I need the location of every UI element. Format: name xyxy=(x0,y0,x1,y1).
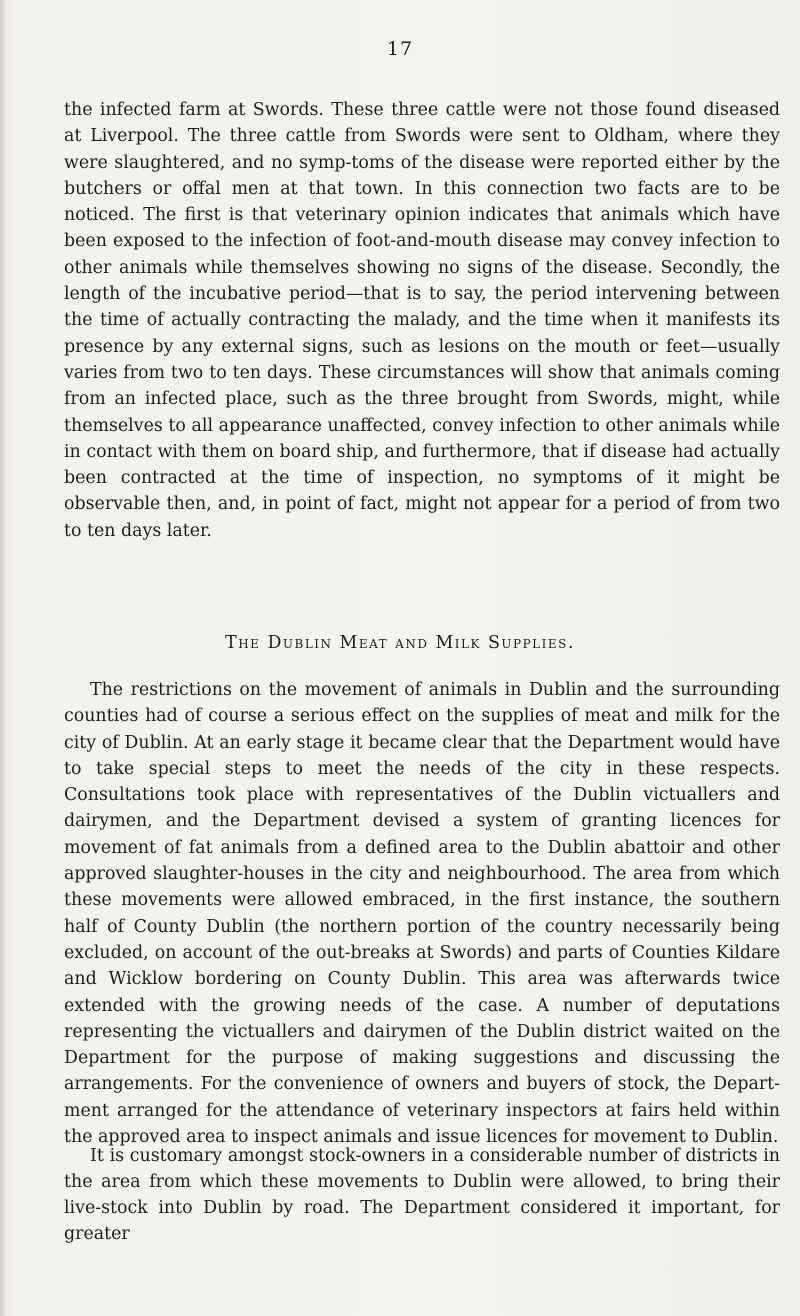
page-number: 17 xyxy=(386,38,414,60)
body-paragraph-2 xyxy=(64,677,780,1150)
paragraph-text: The restrictions on the movement of animals in Dublin and the surrounding counties had of course a serious effect on the supplies of meat and milk for the city of Dublin. At an early stage it became clear that the Department would have to take special steps to meet the needs of the city in these respects. Consultations took place with representatives of the Dublin victuallers and dairymen, and the Department devised a system of granting licences for movement of fat animals from a defined area to the Dublin abattoir and other approved slaughter-houses in the city and neighbourhood. The area from which these movements were allowed embraced, in the first instance, the southern half of County Dublin (the northern portion of the country necessarily being excluded, on account of the out-breaks at Swords) and parts of Counties Kildare and Wicklow bordering on County Dublin. This area was afterwards twice extended with the growing needs of the case. A number of deputations representing the victuallers and dairymen of the Dublin district waited on the Department for the purpose of making suggestions and discussing the arrangements. For the convenience of owners and buyers of stock, the Depart-ment arranged for the attendance of veterinary inspectors at fairs held within the approved area to inspect animals and issue licences for movement to Dublin. xyxy=(64,680,780,1148)
paragraph-text: It is customary amongst stock-owners in a considerable number of districts in the area from which these movements to Dublin were allowed, to bring their live-stock into Dublin by road. The Department considered it important, for greater xyxy=(64,1146,780,1244)
body-paragraph-3 xyxy=(64,1143,780,1247)
section-heading: The Dublin Meat and Milk Supplies. xyxy=(225,633,575,653)
page-binding-edge xyxy=(0,0,6,1316)
paragraph-text: the infected farm at Swords. These three cattle were not those found diseased at Liverpool. The three cattle from Swords were sent to Oldham, where they were slaughtered, and no symp-toms of the disease were reported either by the butchers or offal men at that town. In this connection two facts are to be noticed. The first is that veterinary opinion indicates that animals which have been exposed to the infection of foot-and-mouth disease may convey infection to other animals while themselves showing no signs of the disease. Secondly, the length of the incubative period—that is to say, the period intervening between the time of actually contracting the malady, and the time when it manifests its presence by any external signs, such as lesions on the mouth or feet—usually varies from two to ten days. These circumstances will show that animals coming from an infected place, such as the three brought from Swords, might, while themselves to all appearance unaffected, convey infection to other animals while in contact with them on board ship, and furthermore, that if disease had actually been contracted at the time of inspection, no symptoms of it might be observable then, and, in point of fact, might not appear for a period of from two to ten days later. xyxy=(64,100,780,541)
body-paragraph-1 xyxy=(64,97,780,544)
